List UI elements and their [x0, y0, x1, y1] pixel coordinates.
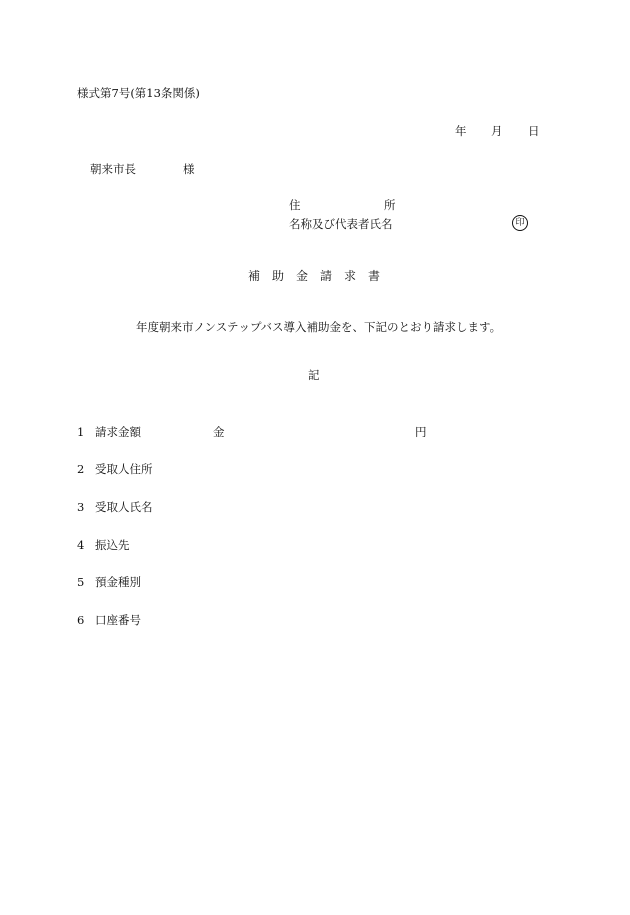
- form-number: 様式第7号(第13条関係): [77, 86, 200, 100]
- item-5-label: 預金種別: [95, 575, 141, 589]
- item-2-number: 2: [77, 462, 85, 476]
- item-6-number: 6: [77, 613, 85, 627]
- ki-label: 記: [308, 368, 320, 382]
- date-day-label: 日: [528, 124, 540, 138]
- item-4-number: 4: [77, 538, 85, 552]
- date-month-label: 月: [491, 124, 503, 138]
- item-1-label: 請求金額: [95, 425, 141, 439]
- addressee-honorific: 様: [183, 162, 195, 176]
- document-body: 年度朝来市ノンステップバス導入補助金を、下記のとおり請求します。: [136, 320, 502, 334]
- representative-name-label: 名称及び代表者氏名: [289, 217, 393, 231]
- item-1-prefix: 金: [213, 425, 225, 439]
- item-5-number: 5: [77, 575, 85, 589]
- item-1-number: 1: [77, 425, 85, 439]
- item-1-suffix: 円: [415, 425, 427, 439]
- item-6-label: 口座番号: [95, 613, 141, 627]
- document-title: 補 助 金 請 求 書: [248, 269, 381, 283]
- addressee-name: 朝来市長: [90, 162, 136, 176]
- item-2-label: 受取人住所: [95, 462, 153, 476]
- item-3-label: 受取人氏名: [95, 500, 153, 514]
- seal-icon: 印: [512, 215, 528, 231]
- date-year-label: 年: [455, 124, 467, 138]
- item-4-label: 振込先: [95, 538, 130, 552]
- address-label-2: 所: [384, 198, 396, 212]
- address-label-1: 住: [289, 198, 301, 212]
- item-3-number: 3: [77, 500, 85, 514]
